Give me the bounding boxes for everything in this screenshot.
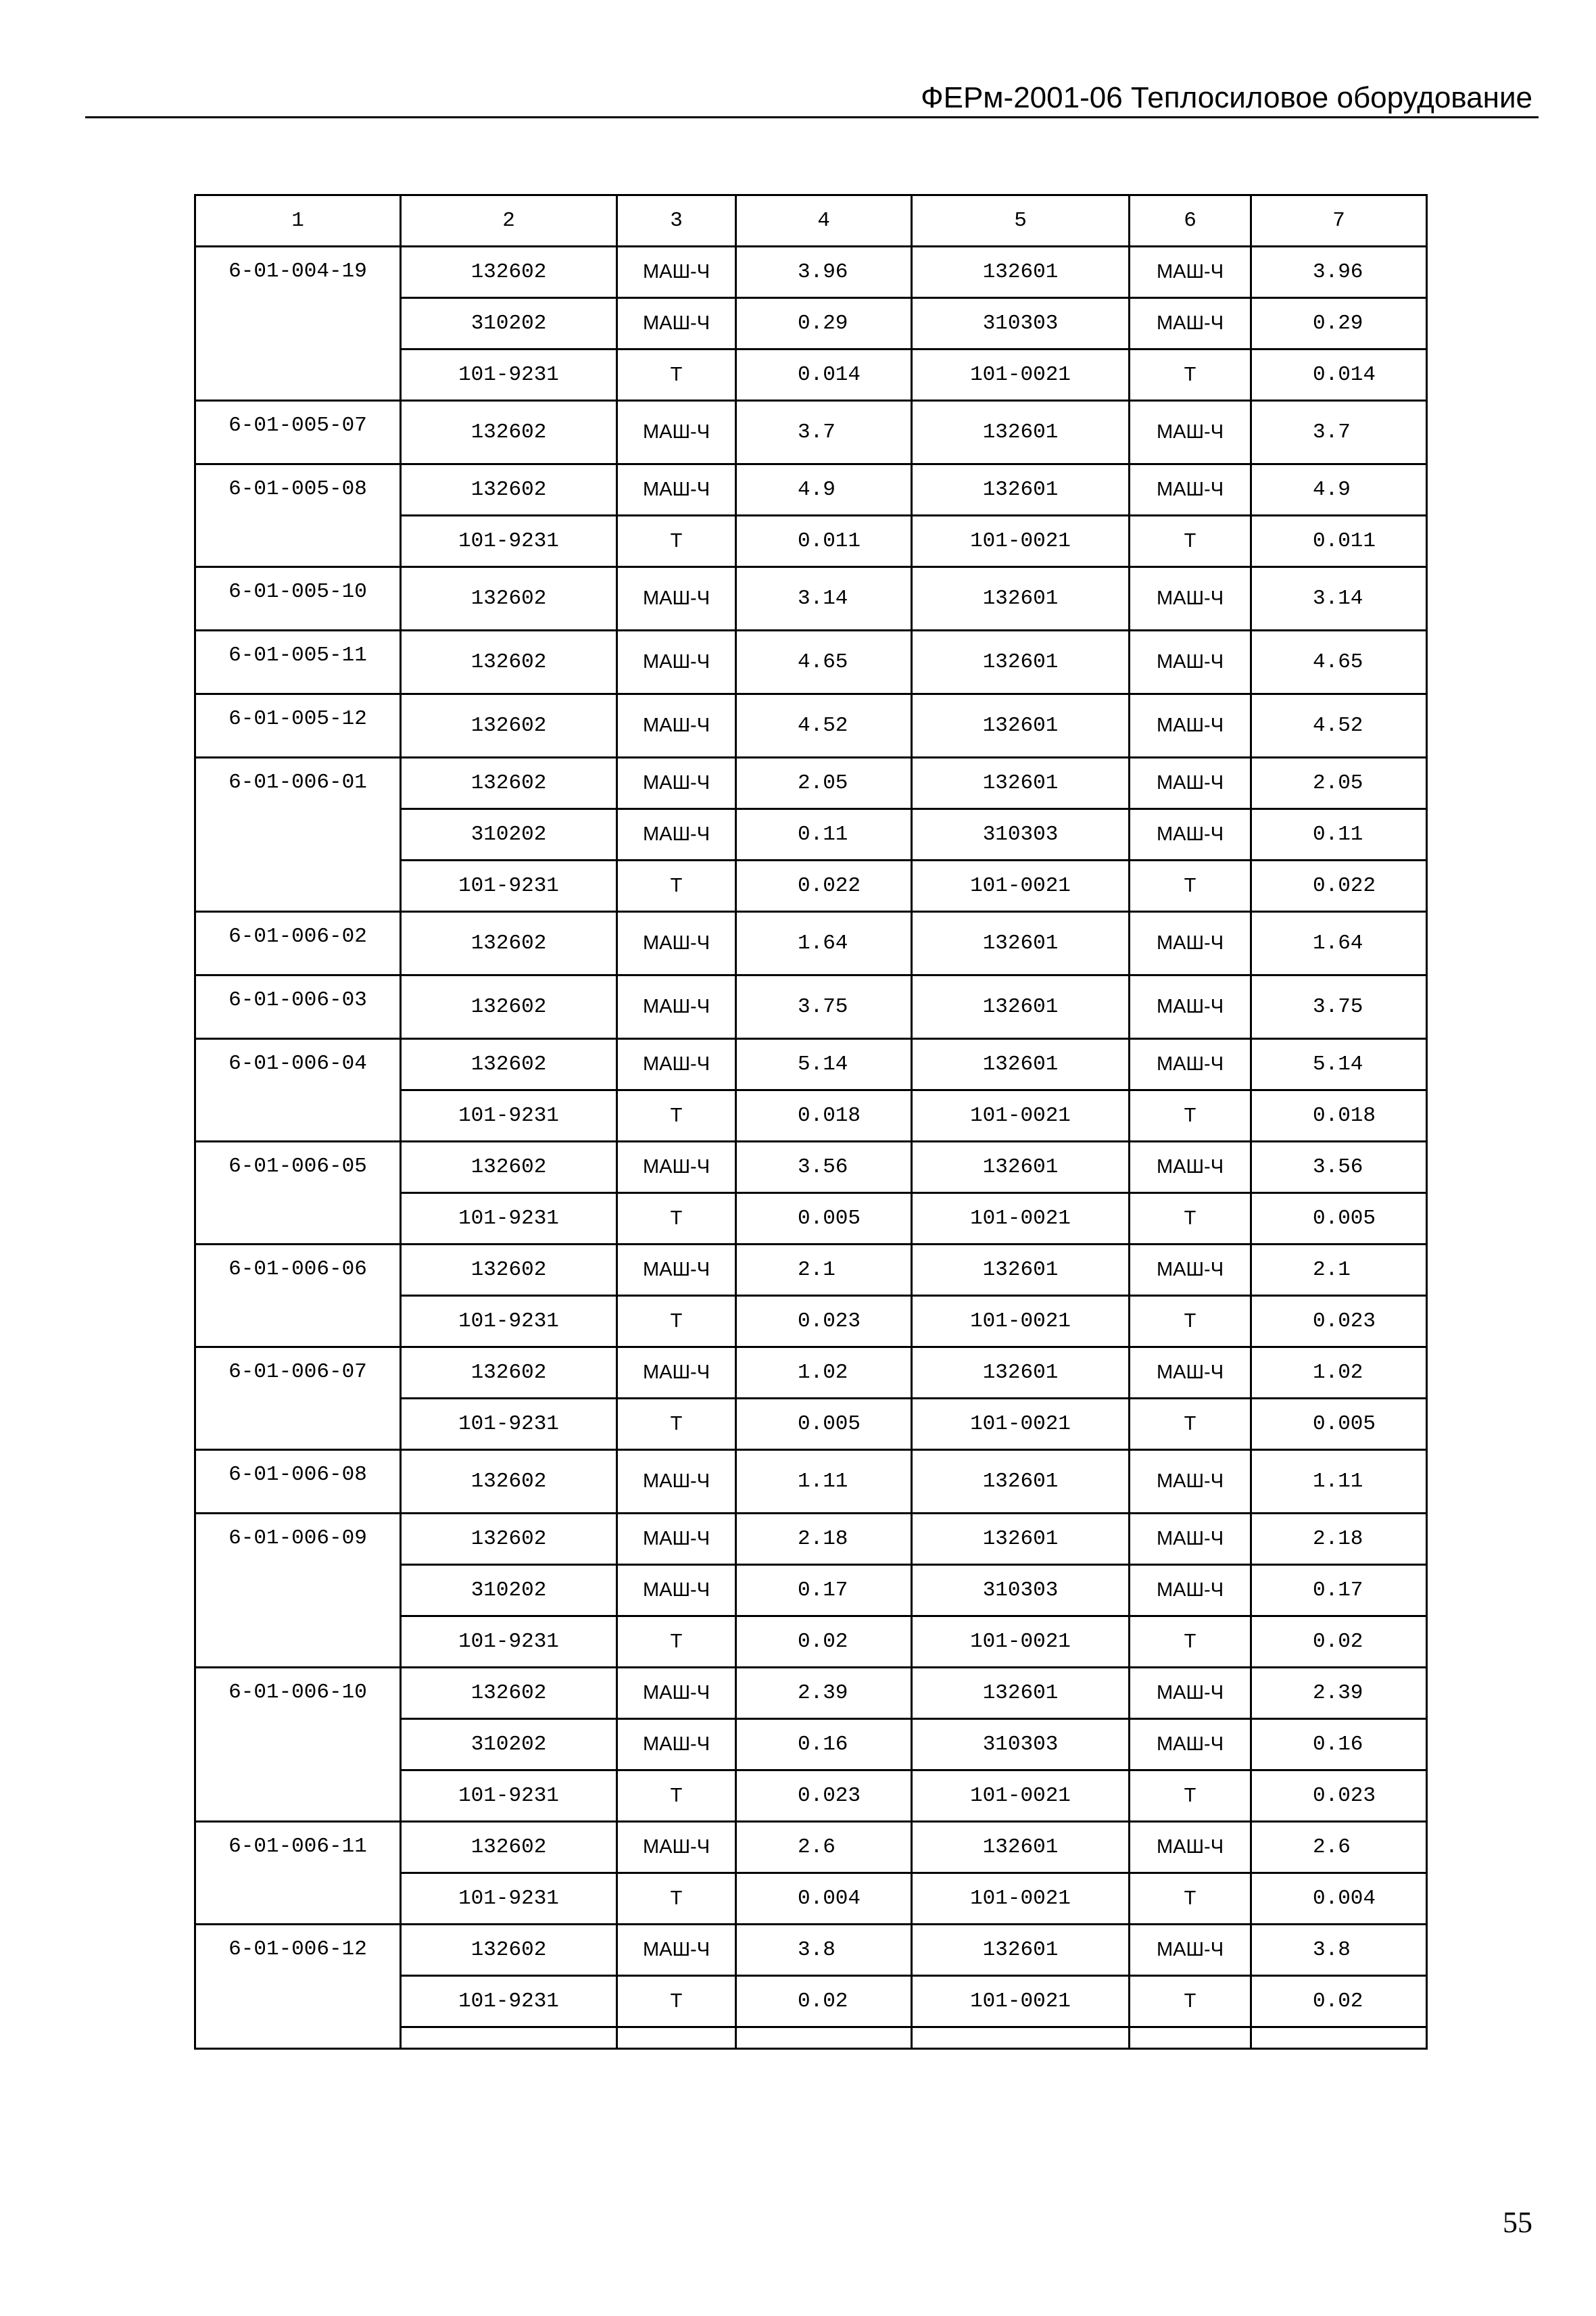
resource-code-cell: 310202 [401, 1719, 617, 1770]
resource-code-cell: 101-0021 [912, 349, 1130, 401]
resource-code-cell: 101-0021 [912, 1976, 1130, 2027]
resource-code-cell: 132601 [912, 631, 1130, 694]
value-cell: 3.56 [736, 1142, 912, 1193]
unit-cell: МАШ-Ч [1130, 1347, 1251, 1399]
value-cell: 0.16 [736, 1719, 912, 1770]
unit-cell: МАШ-Ч [617, 1565, 736, 1616]
value-cell: 3.7 [1251, 401, 1427, 464]
resource-code-cell: 132602 [401, 1514, 617, 1565]
unit-cell: Т [1130, 349, 1251, 401]
table-row [195, 1450, 1427, 1514]
unit-cell: МАШ-Ч [1130, 1450, 1251, 1514]
unit-cell: Т [1130, 1399, 1251, 1450]
unit-cell: МАШ-Ч [1130, 247, 1251, 298]
resource-code-cell: 132601 [912, 975, 1130, 1039]
value-cell: 0.29 [1251, 298, 1427, 349]
table-row [195, 1822, 1427, 1873]
column-header: 2 [401, 195, 617, 247]
norm-code-cell: 6-01-006-10 [195, 1668, 401, 1822]
value-cell: 0.014 [736, 349, 912, 401]
resource-code-cell: 132602 [401, 975, 617, 1039]
resource-code-cell: 132601 [912, 401, 1130, 464]
norm-code-cell: 6-01-005-07 [195, 401, 401, 464]
value-cell: 0.023 [736, 1296, 912, 1347]
resource-code-cell: 310303 [912, 809, 1130, 861]
empty-cell [617, 2027, 736, 2049]
norm-code-cell: 6-01-006-12 [195, 1925, 401, 2049]
resource-code-cell: 310303 [912, 298, 1130, 349]
norm-code-cell: 6-01-006-11 [195, 1822, 401, 1925]
value-cell: 0.02 [736, 1616, 912, 1668]
unit-cell: МАШ-Ч [1130, 912, 1251, 975]
value-cell: 3.7 [736, 401, 912, 464]
resource-code-cell: 132601 [912, 1822, 1130, 1873]
resource-code-cell: 132602 [401, 1039, 617, 1090]
unit-cell: МАШ-Ч [1130, 1565, 1251, 1616]
value-cell: 4.9 [736, 464, 912, 516]
resource-code-cell: 132601 [912, 912, 1130, 975]
table-row [195, 1668, 1427, 1719]
unit-cell: МАШ-Ч [1130, 1822, 1251, 1873]
value-cell: 2.05 [1251, 758, 1427, 809]
unit-cell: Т [1130, 516, 1251, 567]
unit-cell: МАШ-Ч [1130, 809, 1251, 861]
unit-cell: МАШ-Ч [1130, 975, 1251, 1039]
value-cell: 0.004 [1251, 1873, 1427, 1925]
value-cell: 0.005 [736, 1193, 912, 1245]
page-header-title: ФЕРм-2001-06 Теплосиловое оборудование [921, 81, 1532, 114]
unit-cell: Т [1130, 1296, 1251, 1347]
unit-cell: МАШ-Ч [1130, 567, 1251, 631]
norm-code-cell: 6-01-005-08 [195, 464, 401, 567]
table-row [195, 631, 1427, 694]
norm-code-cell: 6-01-005-11 [195, 631, 401, 694]
value-cell: 1.64 [1251, 912, 1427, 975]
unit-cell: МАШ-Ч [617, 975, 736, 1039]
value-cell: 3.14 [736, 567, 912, 631]
value-cell: 0.005 [736, 1399, 912, 1450]
unit-cell: МАШ-Ч [617, 912, 736, 975]
empty-cell [736, 2027, 912, 2049]
value-cell: 0.023 [1251, 1296, 1427, 1347]
resource-code-cell: 310202 [401, 1565, 617, 1616]
norm-code-cell: 6-01-006-03 [195, 975, 401, 1039]
norm-code-cell: 6-01-004-19 [195, 247, 401, 401]
table-row [195, 975, 1427, 1039]
value-cell: 0.004 [736, 1873, 912, 1925]
resource-code-cell: 132601 [912, 694, 1130, 758]
resource-code-cell: 101-9231 [401, 1193, 617, 1245]
resource-code-cell: 132601 [912, 464, 1130, 516]
resource-code-cell: 101-0021 [912, 1616, 1130, 1668]
column-header: 7 [1251, 195, 1427, 247]
resource-code-cell: 101-0021 [912, 1873, 1130, 1925]
unit-cell: Т [617, 1090, 736, 1142]
value-cell: 0.29 [736, 298, 912, 349]
unit-cell: МАШ-Ч [617, 464, 736, 516]
unit-cell: МАШ-Ч [1130, 1245, 1251, 1296]
value-cell: 5.14 [1251, 1039, 1427, 1090]
unit-cell: МАШ-Ч [1130, 631, 1251, 694]
resource-code-cell: 310202 [401, 809, 617, 861]
column-header: 6 [1130, 195, 1251, 247]
unit-cell: МАШ-Ч [617, 758, 736, 809]
value-cell: 2.39 [1251, 1668, 1427, 1719]
resource-code-cell: 132601 [912, 567, 1130, 631]
resource-code-cell: 101-9231 [401, 1770, 617, 1822]
unit-cell: Т [1130, 1193, 1251, 1245]
unit-cell: Т [1130, 1976, 1251, 2027]
value-cell: 2.18 [1251, 1514, 1427, 1565]
resource-code-cell: 101-0021 [912, 861, 1130, 912]
resource-code-cell: 132602 [401, 1668, 617, 1719]
value-cell: 1.02 [736, 1347, 912, 1399]
unit-cell: Т [617, 1616, 736, 1668]
norm-code-cell: 6-01-005-10 [195, 567, 401, 631]
resource-code-cell: 101-9231 [401, 1399, 617, 1450]
unit-cell: МАШ-Ч [617, 631, 736, 694]
unit-cell: МАШ-Ч [617, 1142, 736, 1193]
value-cell: 1.02 [1251, 1347, 1427, 1399]
unit-cell: Т [1130, 861, 1251, 912]
norms-table [194, 194, 1428, 2050]
unit-cell: МАШ-Ч [617, 1822, 736, 1873]
unit-cell: МАШ-Ч [617, 567, 736, 631]
resource-code-cell: 132601 [912, 1142, 1130, 1193]
value-cell: 1.64 [736, 912, 912, 975]
value-cell: 0.022 [1251, 861, 1427, 912]
norm-code-cell: 6-01-006-04 [195, 1039, 401, 1142]
column-header: 4 [736, 195, 912, 247]
value-cell: 3.96 [736, 247, 912, 298]
value-cell: 2.18 [736, 1514, 912, 1565]
value-cell: 4.9 [1251, 464, 1427, 516]
value-cell: 0.16 [1251, 1719, 1427, 1770]
unit-cell: МАШ-Ч [1130, 1039, 1251, 1090]
norm-code-cell: 6-01-006-02 [195, 912, 401, 975]
resource-code-cell: 132602 [401, 694, 617, 758]
unit-cell: МАШ-Ч [1130, 298, 1251, 349]
unit-cell: Т [617, 1399, 736, 1450]
resource-code-cell: 132602 [401, 1450, 617, 1514]
unit-cell: МАШ-Ч [617, 1514, 736, 1565]
value-cell: 4.65 [736, 631, 912, 694]
resource-code-cell: 132601 [912, 1245, 1130, 1296]
unit-cell: МАШ-Ч [617, 809, 736, 861]
resource-code-cell: 132601 [912, 758, 1130, 809]
value-cell: 0.018 [736, 1090, 912, 1142]
value-cell: 3.56 [1251, 1142, 1427, 1193]
resource-code-cell: 132602 [401, 1347, 617, 1399]
value-cell: 2.6 [1251, 1822, 1427, 1873]
resource-code-cell: 101-0021 [912, 1770, 1130, 1822]
column-header: 5 [912, 195, 1130, 247]
unit-cell: МАШ-Ч [1130, 1514, 1251, 1565]
norm-code-cell: 6-01-006-01 [195, 758, 401, 912]
table-row [195, 1347, 1427, 1399]
resource-code-cell: 132601 [912, 1347, 1130, 1399]
value-cell: 0.17 [1251, 1565, 1427, 1616]
resource-code-cell: 132602 [401, 1142, 617, 1193]
value-cell: 0.018 [1251, 1090, 1427, 1142]
value-cell: 0.022 [736, 861, 912, 912]
unit-cell: МАШ-Ч [617, 1668, 736, 1719]
unit-cell: Т [617, 1193, 736, 1245]
header-divider [85, 116, 1539, 118]
resource-code-cell: 101-9231 [401, 1976, 617, 2027]
unit-cell: МАШ-Ч [1130, 1719, 1251, 1770]
value-cell: 4.52 [736, 694, 912, 758]
unit-cell: Т [617, 1296, 736, 1347]
unit-cell: МАШ-Ч [1130, 1668, 1251, 1719]
norm-code-cell: 6-01-006-06 [195, 1245, 401, 1347]
norm-code-cell: 6-01-005-12 [195, 694, 401, 758]
value-cell: 0.11 [736, 809, 912, 861]
unit-cell: МАШ-Ч [1130, 758, 1251, 809]
value-cell: 3.14 [1251, 567, 1427, 631]
table-row [195, 1514, 1427, 1565]
resource-code-cell: 101-0021 [912, 516, 1130, 567]
unit-cell: МАШ-Ч [1130, 694, 1251, 758]
resource-code-cell: 101-9231 [401, 1616, 617, 1668]
value-cell: 0.023 [1251, 1770, 1427, 1822]
empty-cell [401, 2027, 617, 2049]
resource-code-cell: 132602 [401, 1822, 617, 1873]
resource-code-cell: 132602 [401, 912, 617, 975]
resource-code-cell: 101-0021 [912, 1399, 1130, 1450]
unit-cell: Т [1130, 1090, 1251, 1142]
value-cell: 3.96 [1251, 247, 1427, 298]
resource-code-cell: 132601 [912, 1514, 1130, 1565]
table-row [195, 1245, 1427, 1296]
resource-code-cell: 101-9231 [401, 1873, 617, 1925]
unit-cell: Т [617, 349, 736, 401]
resource-code-cell: 101-9231 [401, 861, 617, 912]
empty-cell [1251, 2027, 1427, 2049]
value-cell: 5.14 [736, 1039, 912, 1090]
value-cell: 0.11 [1251, 809, 1427, 861]
value-cell: 2.05 [736, 758, 912, 809]
value-cell: 0.17 [736, 1565, 912, 1616]
value-cell: 3.75 [736, 975, 912, 1039]
resource-code-cell: 310303 [912, 1719, 1130, 1770]
unit-cell: Т [1130, 1770, 1251, 1822]
resource-code-cell: 101-9231 [401, 1090, 617, 1142]
table-row [195, 464, 1427, 516]
unit-cell: МАШ-Ч [1130, 401, 1251, 464]
value-cell: 0.005 [1251, 1399, 1427, 1450]
resource-code-cell: 101-0021 [912, 1193, 1130, 1245]
unit-cell: Т [617, 516, 736, 567]
unit-cell: МАШ-Ч [1130, 1925, 1251, 1976]
value-cell: 4.65 [1251, 631, 1427, 694]
resource-code-cell: 101-0021 [912, 1090, 1130, 1142]
resource-code-cell: 310303 [912, 1565, 1130, 1616]
value-cell: 0.02 [1251, 1616, 1427, 1668]
value-cell: 0.011 [1251, 516, 1427, 567]
unit-cell: МАШ-Ч [617, 1039, 736, 1090]
value-cell: 4.52 [1251, 694, 1427, 758]
value-cell: 3.8 [1251, 1925, 1427, 1976]
unit-cell: МАШ-Ч [1130, 464, 1251, 516]
table-row [195, 1925, 1427, 1976]
unit-cell: Т [1130, 1873, 1251, 1925]
unit-cell: МАШ-Ч [617, 401, 736, 464]
table-row [195, 912, 1427, 975]
table-row [195, 247, 1427, 298]
column-header: 3 [617, 195, 736, 247]
unit-cell: МАШ-Ч [617, 1347, 736, 1399]
norm-code-cell: 6-01-006-09 [195, 1514, 401, 1668]
unit-cell: Т [617, 861, 736, 912]
unit-cell: Т [1130, 1616, 1251, 1668]
column-header: 1 [195, 195, 401, 247]
resource-code-cell: 310202 [401, 298, 617, 349]
value-cell: 0.023 [736, 1770, 912, 1822]
unit-cell: Т [617, 1873, 736, 1925]
unit-cell: Т [617, 1976, 736, 2027]
resource-code-cell: 132601 [912, 247, 1130, 298]
value-cell: 2.1 [1251, 1245, 1427, 1296]
resource-code-cell: 101-9231 [401, 349, 617, 401]
value-cell: 0.005 [1251, 1193, 1427, 1245]
empty-cell [912, 2027, 1130, 2049]
unit-cell: МАШ-Ч [617, 1245, 736, 1296]
unit-cell: МАШ-Ч [617, 1450, 736, 1514]
unit-cell: Т [617, 1770, 736, 1822]
value-cell: 2.1 [736, 1245, 912, 1296]
resource-code-cell: 132602 [401, 758, 617, 809]
value-cell: 0.011 [736, 516, 912, 567]
value-cell: 2.39 [736, 1668, 912, 1719]
unit-cell: МАШ-Ч [617, 1719, 736, 1770]
table-row [195, 1142, 1427, 1193]
unit-cell: МАШ-Ч [617, 247, 736, 298]
table-header-row [195, 195, 1427, 247]
resource-code-cell: 132602 [401, 631, 617, 694]
resource-code-cell: 101-0021 [912, 1296, 1130, 1347]
norm-code-cell: 6-01-006-05 [195, 1142, 401, 1245]
unit-cell: МАШ-Ч [1130, 1142, 1251, 1193]
value-cell: 0.014 [1251, 349, 1427, 401]
norm-code-cell: 6-01-006-07 [195, 1347, 401, 1450]
table-row [195, 1039, 1427, 1090]
resource-code-cell: 132602 [401, 567, 617, 631]
table-row [195, 401, 1427, 464]
resource-code-cell: 132601 [912, 1450, 1130, 1514]
resource-code-cell: 132602 [401, 1925, 617, 1976]
resource-code-cell: 132602 [401, 464, 617, 516]
resource-code-cell: 132601 [912, 1039, 1130, 1090]
page-number: 55 [1503, 2206, 1532, 2239]
resource-code-cell: 132602 [401, 247, 617, 298]
value-cell: 1.11 [1251, 1450, 1427, 1514]
table-row [195, 567, 1427, 631]
norm-code-cell: 6-01-006-08 [195, 1450, 401, 1514]
unit-cell: МАШ-Ч [617, 1925, 736, 1976]
value-cell: 1.11 [736, 1450, 912, 1514]
resource-code-cell: 132602 [401, 401, 617, 464]
resource-code-cell: 101-9231 [401, 516, 617, 567]
resource-code-cell: 101-9231 [401, 1296, 617, 1347]
value-cell: 3.8 [736, 1925, 912, 1976]
value-cell: 0.02 [1251, 1976, 1427, 2027]
resource-code-cell: 132601 [912, 1668, 1130, 1719]
value-cell: 0.02 [736, 1976, 912, 2027]
table-row [195, 758, 1427, 809]
unit-cell: МАШ-Ч [617, 298, 736, 349]
table-row [195, 694, 1427, 758]
empty-cell [1130, 2027, 1251, 2049]
unit-cell: МАШ-Ч [617, 694, 736, 758]
value-cell: 2.6 [736, 1822, 912, 1873]
value-cell: 3.75 [1251, 975, 1427, 1039]
norms-table-body [195, 195, 1427, 2049]
resource-code-cell: 132602 [401, 1245, 617, 1296]
resource-code-cell: 132601 [912, 1925, 1130, 1976]
